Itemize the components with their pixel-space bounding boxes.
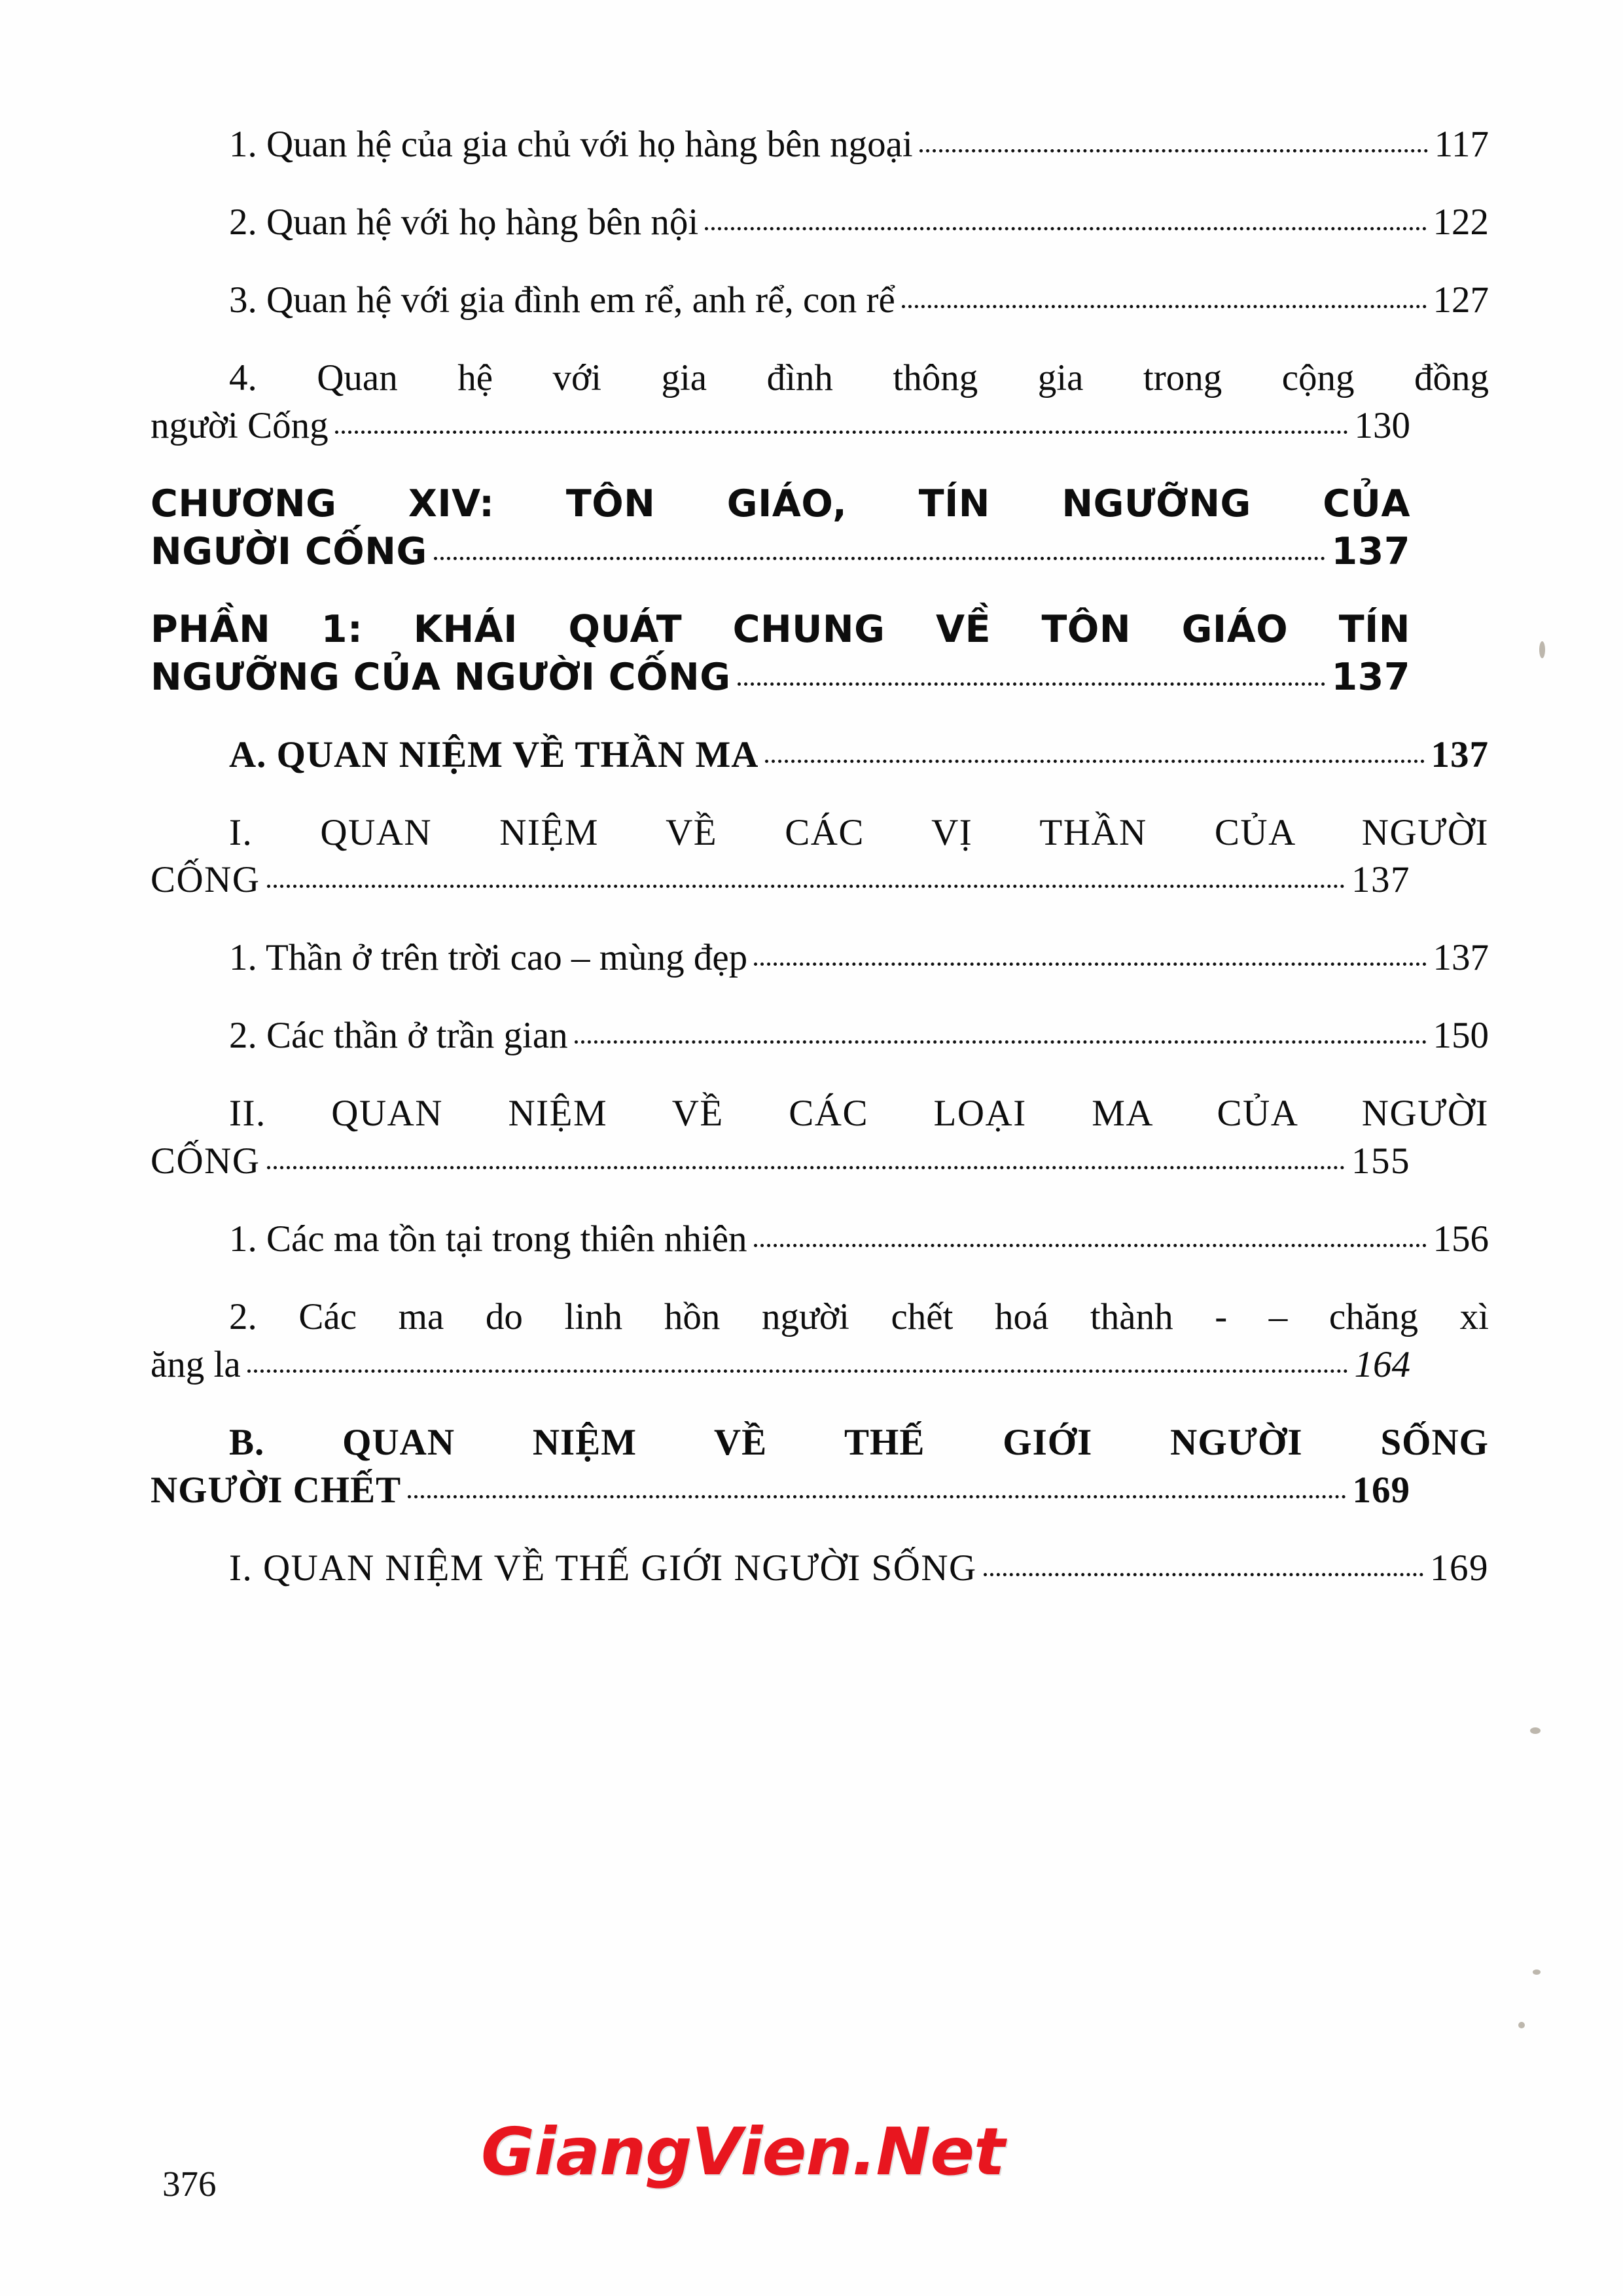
leader-dots <box>754 1244 1427 1247</box>
toc-entry-title-line1: B. QUAN NIỆM VỀ THẾ GIỚI NGƯỜI SỐNG <box>229 1422 1489 1464</box>
leader-dots <box>247 1369 1348 1373</box>
toc-entry-title-line1: II. QUAN NIỆM VỀ CÁC LOẠI MA CỦA NGƯỜI <box>229 1093 1489 1135</box>
toc-entry[interactable] <box>151 934 1489 982</box>
toc-entry-title-line2: NGƯỜI CHẾT <box>151 1470 402 1511</box>
toc-entry-roman[interactable] <box>151 809 1489 905</box>
toc-entry-title-line2: CỐNG <box>151 1140 260 1182</box>
toc-entry-section[interactable] <box>151 732 1489 779</box>
toc-entry[interactable] <box>151 1216 1489 1263</box>
toc-entry-page: 164 <box>1354 1344 1410 1386</box>
toc-entry-title-line1: I. QUAN NIỆM VỀ CÁC VỊ THẦN CỦA NGƯỜI <box>229 811 1489 853</box>
leader-dots <box>705 227 1426 230</box>
toc-entry-roman[interactable] <box>151 1090 1489 1186</box>
leader-dots <box>575 1040 1427 1044</box>
toc-entry[interactable] <box>151 1012 1489 1060</box>
toc-entry-title-line2: NGƯỜI CỐNG <box>151 529 427 573</box>
toc-entry-title-line1: PHẦN 1: KHÁI QUÁT CHUNG VỀ TÔN GIÁO TÍN <box>151 607 1410 651</box>
toc-entry-page: 122 <box>1433 201 1489 243</box>
toc-entry-page: 130 <box>1354 404 1410 446</box>
leader-dots <box>267 1166 1345 1169</box>
toc-entry-title-line1: 2. Các ma do linh hồn người chết hoá thành - – chăng xì <box>229 1296 1489 1338</box>
toc-entry-title-line2: người Cống <box>151 404 329 446</box>
toc-entry-page: 137 <box>1331 529 1410 573</box>
toc-entry[interactable] <box>151 121 1489 169</box>
toc-entry-title-line2: CỐNG <box>151 859 260 901</box>
leader-dots <box>738 682 1325 686</box>
toc-entry-title: 1. Các ma tồn tại trong thiên nhiên <box>229 1218 747 1260</box>
toc-entry-title-line1: CHƯƠNG XIV: TÔN GIÁO, TÍN NGƯỠNG CỦA <box>151 482 1410 525</box>
toc-entry-page: 150 <box>1433 1015 1489 1057</box>
toc-entry-page: 137 <box>1433 937 1489 979</box>
toc-entry-page: 127 <box>1433 279 1489 321</box>
toc-entry[interactable] <box>151 1294 1489 1389</box>
toc-entry[interactable] <box>151 355 1489 450</box>
watermark: GiangVien.Net <box>481 2113 1005 2190</box>
toc-entry-page: 169 <box>1430 1547 1489 1589</box>
toc-entry-page: 117 <box>1434 124 1489 165</box>
leader-dots <box>902 305 1427 308</box>
toc-entry-title: 3. Quan hệ với gia đình em rể, anh rể, con rể <box>229 279 895 321</box>
toc-entry-title: 1. Thần ở trên trời cao – mùng đẹp <box>229 937 748 979</box>
paper-speck <box>1518 2022 1525 2028</box>
toc-entry-title: I. QUAN NIỆM VỀ THẾ GIỚI NGƯỜI SỐNG <box>229 1547 977 1589</box>
page-number: 376 <box>162 2164 217 2204</box>
toc-entry-part[interactable] <box>151 606 1410 701</box>
table-of-contents <box>151 121 1489 1623</box>
leader-dots <box>434 557 1325 560</box>
toc-entry-title: 2. Quan hệ với họ hàng bên nội <box>229 201 699 243</box>
paper-speck <box>1530 1727 1541 1734</box>
toc-entry-page: 137 <box>1431 733 1489 775</box>
toc-entry-page: 137 <box>1331 655 1410 699</box>
leader-dots <box>765 760 1424 763</box>
toc-entry-title: 2. Các thần ở trần gian <box>229 1015 568 1057</box>
leader-dots <box>408 1495 1346 1498</box>
toc-entry[interactable] <box>151 277 1489 325</box>
toc-entry-title-line2: ăng la <box>151 1344 241 1386</box>
paper-speck <box>1539 641 1545 658</box>
toc-entry-roman[interactable] <box>151 1545 1489 1593</box>
toc-entry-title-line1: 4. Quan hệ với gia đình thông gia trong cộng đồng <box>229 357 1489 398</box>
leader-dots <box>754 963 1426 966</box>
toc-entry-page: 169 <box>1352 1470 1410 1511</box>
leader-dots <box>335 431 1348 434</box>
leader-dots <box>267 885 1345 888</box>
toc-entry-page: 155 <box>1351 1140 1410 1182</box>
toc-entry-page: 137 <box>1351 859 1410 901</box>
toc-entry-title: A. QUAN NIỆM VỀ THẦN MA <box>229 733 759 775</box>
toc-entry-page: 156 <box>1433 1218 1489 1260</box>
leader-dots <box>919 149 1428 152</box>
leader-dots <box>984 1573 1423 1576</box>
toc-entry[interactable] <box>151 199 1489 247</box>
toc-entry-section[interactable] <box>151 1419 1489 1515</box>
toc-entry-title-line2: NGƯỠNG CỦA NGƯỜI CỐNG <box>151 655 731 699</box>
paper-speck <box>1533 1969 1541 1975</box>
toc-entry-chapter[interactable] <box>151 480 1410 576</box>
toc-entry-title: 1. Quan hệ của gia chủ với họ hàng bên ngoại <box>229 124 913 165</box>
